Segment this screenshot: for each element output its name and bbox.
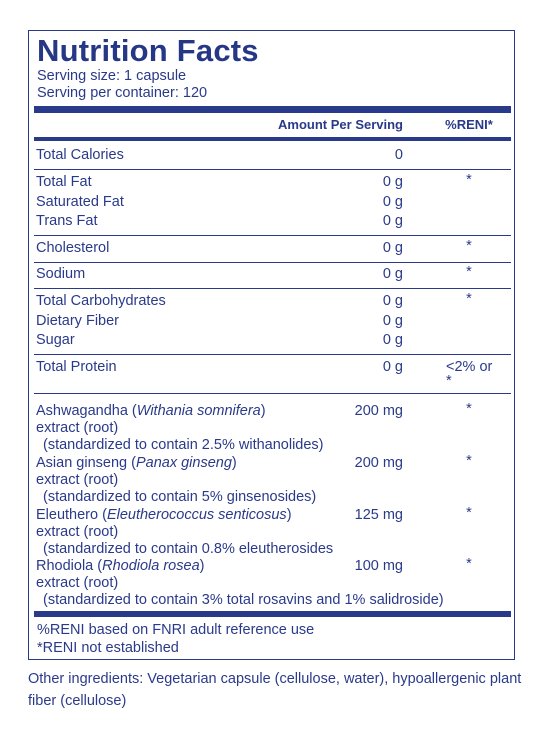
row-reni-asterisk: *: [446, 373, 452, 389]
row-reni: *: [466, 264, 472, 280]
row-name: Total Carbohydrates: [36, 293, 166, 309]
row-amount: 0 g: [382, 174, 403, 190]
herb-reni: *: [466, 453, 472, 469]
herb-amount: 200 mg: [354, 455, 403, 471]
footnote-reni: %RENI based on FNRI adult reference use: [37, 622, 315, 638]
row-name: Cholesterol: [36, 240, 110, 256]
row-name: Saturated Fat: [36, 194, 124, 210]
footnote-not-established: *RENI not established: [37, 640, 179, 656]
row-name: Sodium: [36, 266, 86, 282]
herb-name: Eleuthero (Eleutherococcus senticosus): [36, 507, 292, 523]
row-amount: 0 g: [382, 332, 403, 348]
servings-per-container: Serving per container: 120: [37, 85, 208, 101]
row-divider: [34, 393, 511, 394]
herb-name: Asian ginseng (Panax ginseng): [36, 455, 237, 471]
column-header-amount: Amount Per Serving: [278, 117, 403, 132]
row-amount: 0 g: [382, 194, 403, 210]
other-ingredients: Other ingredients: Vegetarian capsule (cellulose, water), hypoallergenic plant fiber (cellulose): [28, 671, 522, 709]
divider-header: [34, 137, 511, 141]
row-divider: [34, 354, 511, 355]
row-amount: 0 g: [382, 213, 403, 229]
row-name: Dietary Fiber: [36, 313, 119, 329]
row-name: Total Fat: [36, 174, 92, 190]
herb-amount: 125 mg: [354, 507, 403, 523]
herb-standardization: (standardized to contain 5% ginsenosides): [43, 489, 317, 505]
thick-divider-bottom: [34, 611, 511, 617]
herb-reni: *: [466, 401, 472, 417]
row-amount: 0 g: [382, 293, 403, 309]
row-name: Total Protein: [36, 359, 117, 375]
herb-name: Ashwagandha (Withania somnifera): [36, 403, 266, 419]
row-divider: [34, 288, 511, 289]
row-amount: 0 g: [382, 266, 403, 282]
nutrition-facts-panel: [28, 30, 515, 660]
row-reni: <2% or: [446, 359, 493, 375]
herb-extract: extract (root): [36, 524, 119, 540]
serving-size: Serving size: 1 capsule: [37, 68, 187, 84]
herb-standardization: (standardized to contain 2.5% withanolides): [43, 437, 324, 453]
row-divider: [34, 235, 511, 236]
row-divider: [34, 262, 511, 263]
herb-extract: extract (root): [36, 575, 119, 591]
row-amount: 0 g: [382, 359, 403, 375]
herb-reni: *: [466, 556, 472, 572]
row-reni: *: [466, 291, 472, 307]
row-amount: 0: [394, 147, 403, 163]
herb-amount: 200 mg: [354, 403, 403, 419]
herb-name: Rhodiola (Rhodiola rosea): [36, 558, 205, 574]
herb-reni: *: [466, 505, 472, 521]
row-reni: *: [466, 172, 472, 188]
row-name: Sugar: [36, 332, 75, 348]
herb-standardization: (standardized to contain 0.8% eleutherosides: [43, 541, 334, 557]
herb-extract: extract (root): [36, 472, 119, 488]
row-name: Trans Fat: [36, 213, 98, 229]
row-amount: 0 g: [382, 240, 403, 256]
row-name: Total Calories: [36, 147, 124, 163]
panel-title: Nutrition Facts: [37, 33, 259, 68]
herb-standardization: (standardized to contain 3% total rosavins and 1% salidroside): [43, 592, 444, 608]
herb-extract: extract (root): [36, 420, 119, 436]
row-divider: [34, 169, 511, 170]
row-reni: *: [466, 238, 472, 254]
column-header-reni: %RENI*: [445, 117, 493, 132]
thick-divider-top: [34, 106, 511, 113]
herb-amount: 100 mg: [354, 558, 403, 574]
row-amount: 0 g: [382, 313, 403, 329]
